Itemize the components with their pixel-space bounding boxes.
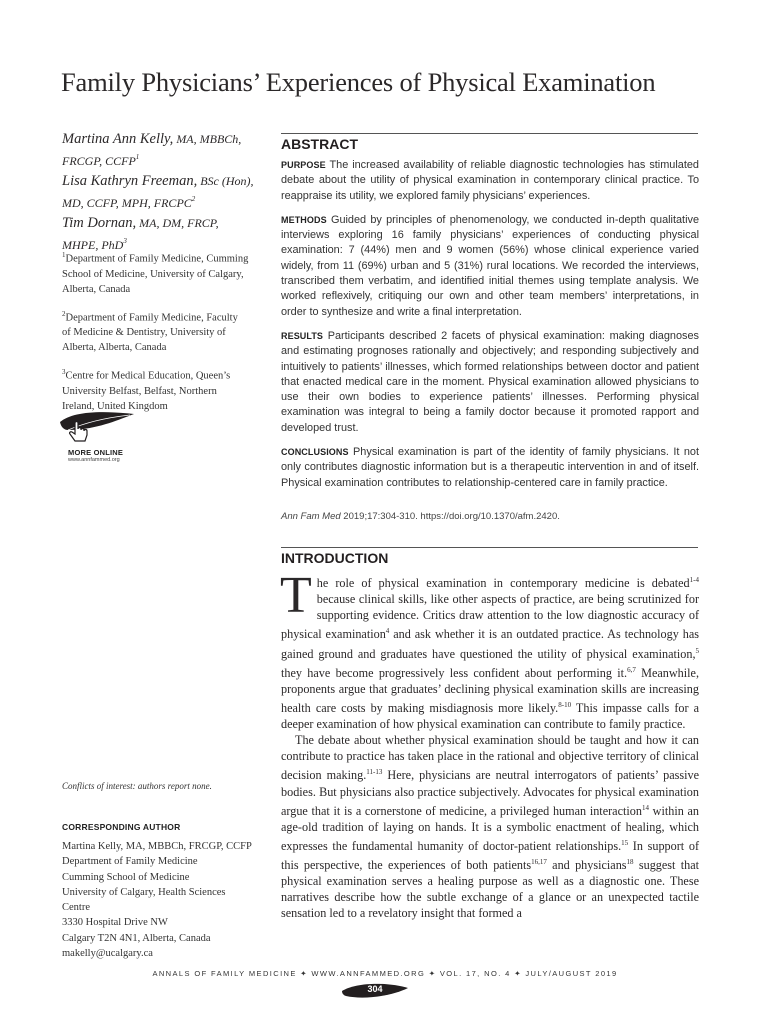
author-credentials: MA, MBBCh,	[173, 132, 242, 146]
corresponding-line: Cumming School of Medicine	[62, 871, 190, 883]
reference-superscript: 4	[385, 627, 390, 636]
abstract-section-results	[281, 329, 699, 436]
article-title: Family Physicians’ Experiences of Physical Examination	[61, 67, 656, 97]
author-entry	[62, 130, 272, 170]
more-online-url[interactable]: www.annfammed.org	[68, 457, 120, 463]
body-text: they have become progressively less confident about performing it.	[281, 665, 628, 680]
drop-cap: T	[280, 567, 312, 624]
body-text: because clinical skills, like other aspects of practice, are being scrutinized for supporting evidence. Critics draw attention to the low diagnostic accuracy of physical examination	[281, 592, 699, 642]
reference-superscript: 14	[641, 803, 649, 812]
affiliation-line: Alberta, Canada	[62, 283, 131, 295]
affiliation-line: School of Medicine, University of Calgary,	[62, 268, 244, 280]
affiliation-line: of Medicine & Dentistry, University of	[62, 327, 226, 338]
author-credentials: MA, DM, FRCP,	[136, 215, 219, 230]
affiliation-list	[62, 248, 267, 424]
abstract-label: CONCLUSIONS	[281, 447, 349, 458]
body-text: Here, physicians are neutral interrogators of patients’ passive bodies. But physicians also practice subjectively. Advocates for physical examination argue that it is a cornerstone of medicine, a privileged human interaction	[281, 768, 700, 818]
author-credentials-cont: MHPE, PhD	[62, 237, 124, 252]
introduction-heading: INTRODUCTION	[281, 550, 389, 566]
reference-superscript: 18	[626, 858, 634, 866]
abstract-text: Participants described 2 facets of physical examination: making diagnoses and estimating prognoses rationally and objectively; and responding subjectively and intuitively to patients’ illnesses, which formed relationships between doctor and patient that enacted medical care in the moment. Physical examination allowed physicians to use their own bodies to experience patients’ illnesses. Performing physical examination was integral to being a family doctor because it promoted rapport and developed trust.	[281, 329, 699, 434]
abstract-text: Guided by principles of phenomenology, we conducted in-depth qualitative interviews exploring 16 family physicians’ experiences of conducting physical examination: 7 (44%) men and 9 women (56%) whose clinical experience varied widely, from 11 (69%) urban and 5 (31%) rural locations. We recorded the interviews, transcribed them verbatim, and identified initial themes using template analysis. We worked reflexively, critiquing our own and other team members’ interpretations, in order to synthesize and write a final interpretation.	[281, 213, 699, 318]
introduction-paragraph-2	[281, 732, 699, 921]
abstract-text: The increased availability of reliable diagnostic technologies has stimulated debate about the utility of physical examination in contemporary clinical practice. To reappraise its utility, we explored family physicians’ experiences.	[281, 159, 699, 202]
body-text: This impasse calls for a deeper examination of how physical examination can contribute to family practice.	[281, 700, 699, 732]
affiliation	[62, 365, 267, 414]
author-credentials-cont: FRCGP, CCFP	[62, 153, 136, 168]
author-credentials-cont: MD, CCFP, MPH, FRCPC	[62, 195, 192, 210]
pointer-hand-icon	[68, 421, 90, 445]
affiliation-line: University Belfast, Belfast, Northern	[62, 385, 217, 397]
author-list	[62, 130, 272, 255]
abstract-section-methods	[281, 213, 699, 320]
citation-journal: Ann Fam Med	[281, 511, 341, 522]
more-online-badge[interactable]	[58, 408, 138, 468]
body-text: suggest that physical examination serves a healing purpose as well as a diagnostic one. These narratives describe how the subtle exchange of a glance or an unexpected tactile sensation led to a revelatory insight that formed a	[281, 858, 699, 921]
affiliation	[62, 307, 267, 356]
body-text: within an age-old tradition of laying on hands. It is a symbolic enactment of healing, which expresses the fundamental humanity of doctor-patient relationships.	[281, 803, 700, 853]
affiliation-marker: 3	[123, 236, 127, 245]
abstract-top-rule	[281, 133, 698, 134]
body-text: and ask whether it is an outdated practice. As technology has gained ground and graduates have questioned the utility of physical examination,	[281, 627, 699, 661]
body-text: Meanwhile, proponents argue that graduates’ declining physical examination skills are increasing health care costs by making misdiagnosis more likely.	[281, 665, 699, 715]
author-credentials: BSc (Hon),	[197, 173, 254, 188]
affiliation-line: Alberta, Alberta, Canada	[62, 342, 167, 353]
corresponding-line: Centre	[62, 902, 90, 914]
citation-details: 2019;17:304-310. https://doi.org/10.1370/afm.2420.	[340, 511, 560, 522]
abstract-section-purpose	[281, 158, 699, 204]
body-text: In support of this perspective, the experiences of both patients	[281, 838, 700, 873]
author-entry	[62, 172, 272, 212]
corresponding-line: makelly@ucalgary.ca	[62, 948, 153, 960]
corresponding-line: Department of Family Medicine	[62, 856, 198, 868]
reference-superscript: 11-13	[366, 768, 383, 777]
affiliation-marker: 1	[135, 153, 140, 161]
abstract-body	[281, 158, 699, 500]
affiliation-number: 2	[62, 309, 66, 318]
reference-superscript: 5	[695, 646, 699, 655]
abstract-label: METHODS	[281, 214, 327, 225]
body-text: he role of physical examination in contemporary medicine is debated	[316, 576, 690, 591]
abstract-label: PURPOSE	[281, 160, 326, 170]
corresponding-author-details	[62, 839, 272, 961]
affiliation-number: 3	[62, 368, 66, 376]
abstract-section-conclusions	[281, 445, 699, 491]
page-footer: ANNALS OF FAMILY MEDICINE ✦ WWW.ANNFAMMED.ORG ✦ VOL. 17, NO. 4 ✦ JULY/AUGUST 2019	[152, 969, 618, 978]
abstract-label: RESULTS	[281, 330, 324, 341]
corresponding-line: Calgary T2N 4N1, Alberta, Canada	[62, 932, 211, 944]
corresponding-line: University of Calgary, Health Sciences	[62, 886, 226, 898]
reference-superscript: 1-4	[689, 576, 699, 584]
affiliation-line: Ireland, United Kingdom	[62, 400, 168, 412]
author-name: Lisa Kathryn Freeman,	[62, 172, 198, 189]
corresponding-author-heading: CORRESPONDING AUTHOR	[62, 822, 181, 832]
corresponding-line: Martina Kelly, MA, MBBCh, FRCGP, CCFP	[62, 841, 252, 852]
reference-superscript: 8-10	[558, 700, 572, 709]
affiliation-marker: 2	[191, 194, 196, 203]
reference-superscript: 6,7	[627, 665, 636, 674]
author-name: Tim Dornan,	[62, 214, 137, 231]
introduction-top-rule	[281, 547, 698, 548]
body-text: and physicians	[546, 858, 627, 873]
reference-superscript: 16,17	[531, 858, 547, 866]
author-name: Martina Ann Kelly,	[62, 131, 174, 147]
corresponding-line: 3330 Hospital Drive NW	[62, 917, 168, 929]
body-text: The debate about whether physical examination should be taught and how it can contribute to practice has taken place in the rational and objective territory of clinical decision making.	[281, 733, 699, 783]
affiliation-line: Department of Family Medicine, Cumming	[65, 253, 249, 265]
conflicts-statement: Conflicts of interest: authors report none.	[62, 781, 212, 791]
citation	[281, 511, 560, 522]
page-number-badge	[340, 980, 410, 1002]
abstract-text: Physical examination is part of the identity of family physicians. It not only contributes diagnostic information but is a therapeutic intervention in and of itself. Physical examination contributes to relationship-centered care in family practice.	[281, 446, 699, 489]
reference-superscript: 15	[621, 838, 629, 847]
affiliation-number: 1	[62, 251, 66, 259]
page-number: 304	[367, 984, 383, 994]
abstract-heading: ABSTRACT	[281, 136, 358, 152]
introduction-paragraph-1	[280, 567, 699, 732]
affiliation	[62, 248, 267, 297]
introduction-body	[280, 567, 700, 921]
affiliation-line: Department of Family Medicine, Faculty	[65, 312, 238, 323]
affiliation-line: Centre for Medical Education, Queen’s	[65, 370, 231, 382]
more-online-label: MORE ONLINE	[68, 448, 124, 457]
